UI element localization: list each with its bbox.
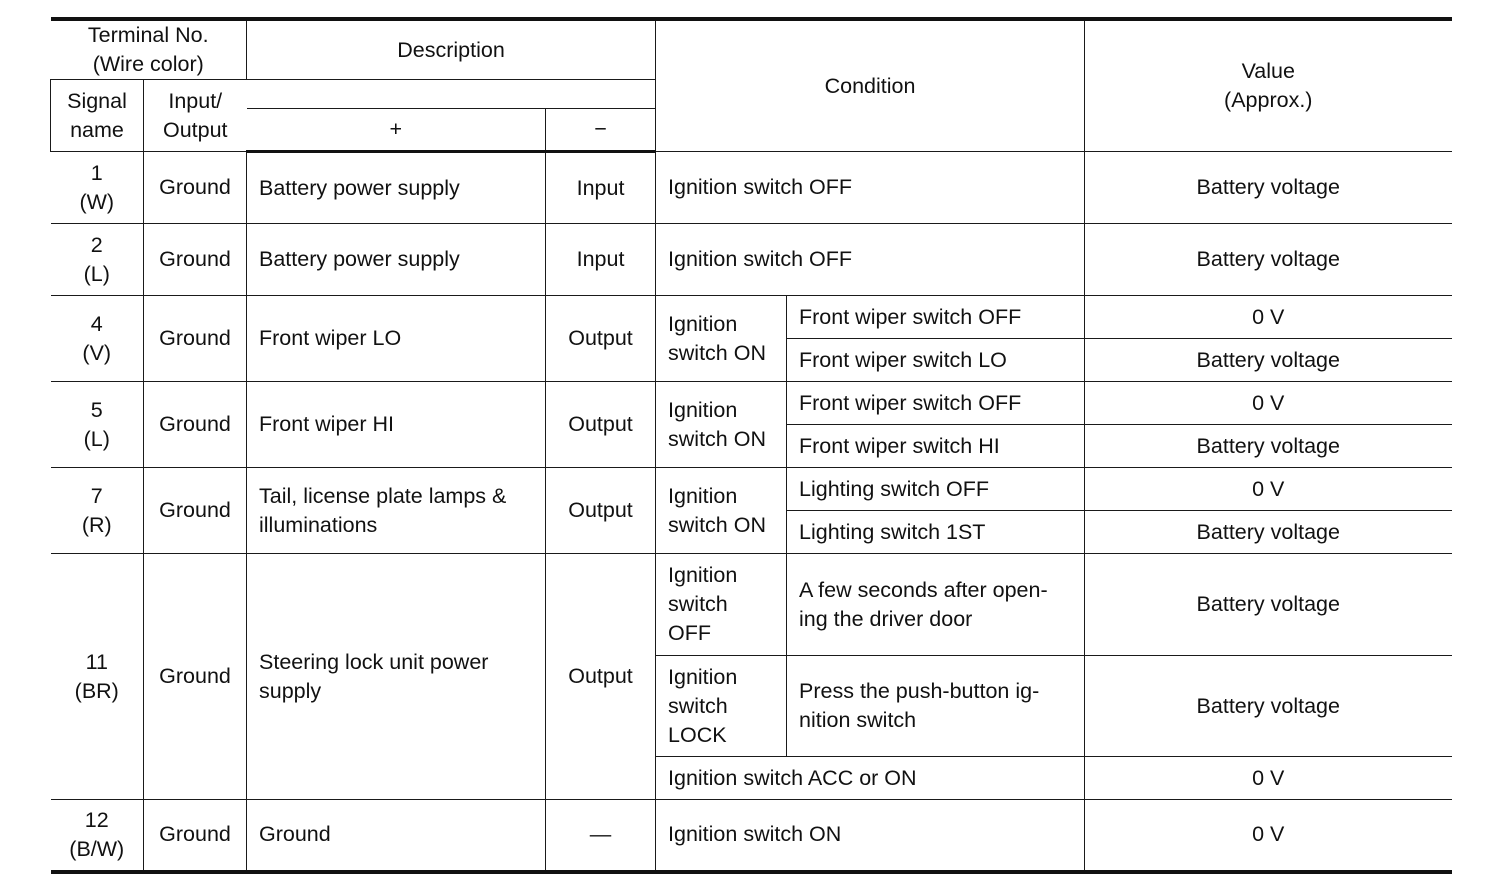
value: 0 V	[1085, 800, 1452, 872]
condition: Ignition switch ACC or ON	[656, 757, 1085, 800]
condition-sub: A few seconds after open- ing the driver door	[787, 554, 1085, 656]
signal-name: Tail, license plate lamps & illuminations	[247, 468, 546, 554]
terminal-number: 7 (R)	[51, 468, 144, 554]
value: Battery voltage	[1085, 554, 1452, 656]
condition-main: Ignition switch ON	[656, 296, 787, 382]
signal-name: Battery power supply	[247, 224, 546, 296]
terminal-table	[50, 17, 1452, 874]
table-row	[51, 152, 1452, 224]
value: 0 V	[1085, 757, 1452, 800]
signal-name-header: Signal name	[51, 80, 144, 152]
ground-terminal: Ground	[144, 224, 247, 296]
condition-main: Ignition switch LOCK	[656, 656, 787, 757]
table-row	[51, 554, 1452, 656]
value: Battery voltage	[1085, 152, 1452, 224]
input-output: Input	[546, 224, 656, 296]
terminal-number: 4 (V)	[51, 296, 144, 382]
value: 0 V	[1085, 468, 1452, 511]
signal-name: Battery power supply	[247, 152, 546, 224]
value: Battery voltage	[1085, 656, 1452, 757]
ground-terminal: Ground	[144, 296, 247, 382]
description-header: Description	[247, 19, 656, 80]
condition-sub: Front wiper switch LO	[787, 339, 1085, 382]
signal-name: Front wiper LO	[247, 296, 546, 382]
value: Battery voltage	[1085, 339, 1452, 382]
ground-terminal: Ground	[144, 554, 247, 800]
ground-terminal: Ground	[144, 152, 247, 224]
input-output: Output	[546, 468, 656, 554]
table-row	[51, 382, 1452, 425]
table-row	[51, 800, 1452, 872]
condition-sub: Press the push-button ig- nition switch	[787, 656, 1085, 757]
condition-sub: Front wiper switch OFF	[787, 382, 1085, 425]
condition-main: Ignition switch ON	[656, 382, 787, 468]
input-output: —	[546, 800, 656, 872]
condition-main: Ignition switch OFF	[656, 554, 787, 656]
condition-header: Condition	[656, 19, 1085, 152]
terminal-number: 2 (L)	[51, 224, 144, 296]
value: Battery voltage	[1085, 224, 1452, 296]
condition-sub: Front wiper switch OFF	[787, 296, 1085, 339]
ground-terminal: Ground	[144, 468, 247, 554]
ground-terminal: Ground	[144, 800, 247, 872]
value: 0 V	[1085, 296, 1452, 339]
input-output: Input	[546, 152, 656, 224]
table-row	[51, 224, 1452, 296]
condition-sub: Front wiper switch HI	[787, 425, 1085, 468]
input-output: Output	[546, 382, 656, 468]
table-header	[51, 19, 1452, 152]
minus-terminal-header: −	[546, 109, 656, 152]
input-output-header: Input/ Output	[144, 80, 247, 152]
value: Battery voltage	[1085, 511, 1452, 554]
terminal-no-header: Terminal No. (Wire color)	[51, 19, 247, 80]
terminal-number: 1 (W)	[51, 152, 144, 224]
condition: Ignition switch OFF	[656, 152, 1085, 224]
condition: Ignition switch ON	[656, 800, 1085, 872]
input-output: Output	[546, 296, 656, 382]
value: Battery voltage	[1085, 425, 1452, 468]
signal-name: Front wiper HI	[247, 382, 546, 468]
terminal-number: 11 (BR)	[51, 554, 144, 800]
condition-sub: Lighting switch OFF	[787, 468, 1085, 511]
plus-terminal-header: +	[247, 109, 546, 152]
signal-name: Ground	[247, 800, 546, 872]
value: 0 V	[1085, 382, 1452, 425]
condition: Ignition switch OFF	[656, 224, 1085, 296]
table-body	[51, 152, 1452, 872]
value-header: Value (Approx.)	[1085, 19, 1452, 152]
ground-terminal: Ground	[144, 382, 247, 468]
input-output: Output	[546, 554, 656, 800]
terminal-number: 5 (L)	[51, 382, 144, 468]
condition-main: Ignition switch ON	[656, 468, 787, 554]
signal-name: Steering lock unit power supply	[247, 554, 546, 800]
table-row	[51, 296, 1452, 339]
condition-sub: Lighting switch 1ST	[787, 511, 1085, 554]
terminal-number: 12 (B/W)	[51, 800, 144, 872]
table-row	[51, 468, 1452, 511]
